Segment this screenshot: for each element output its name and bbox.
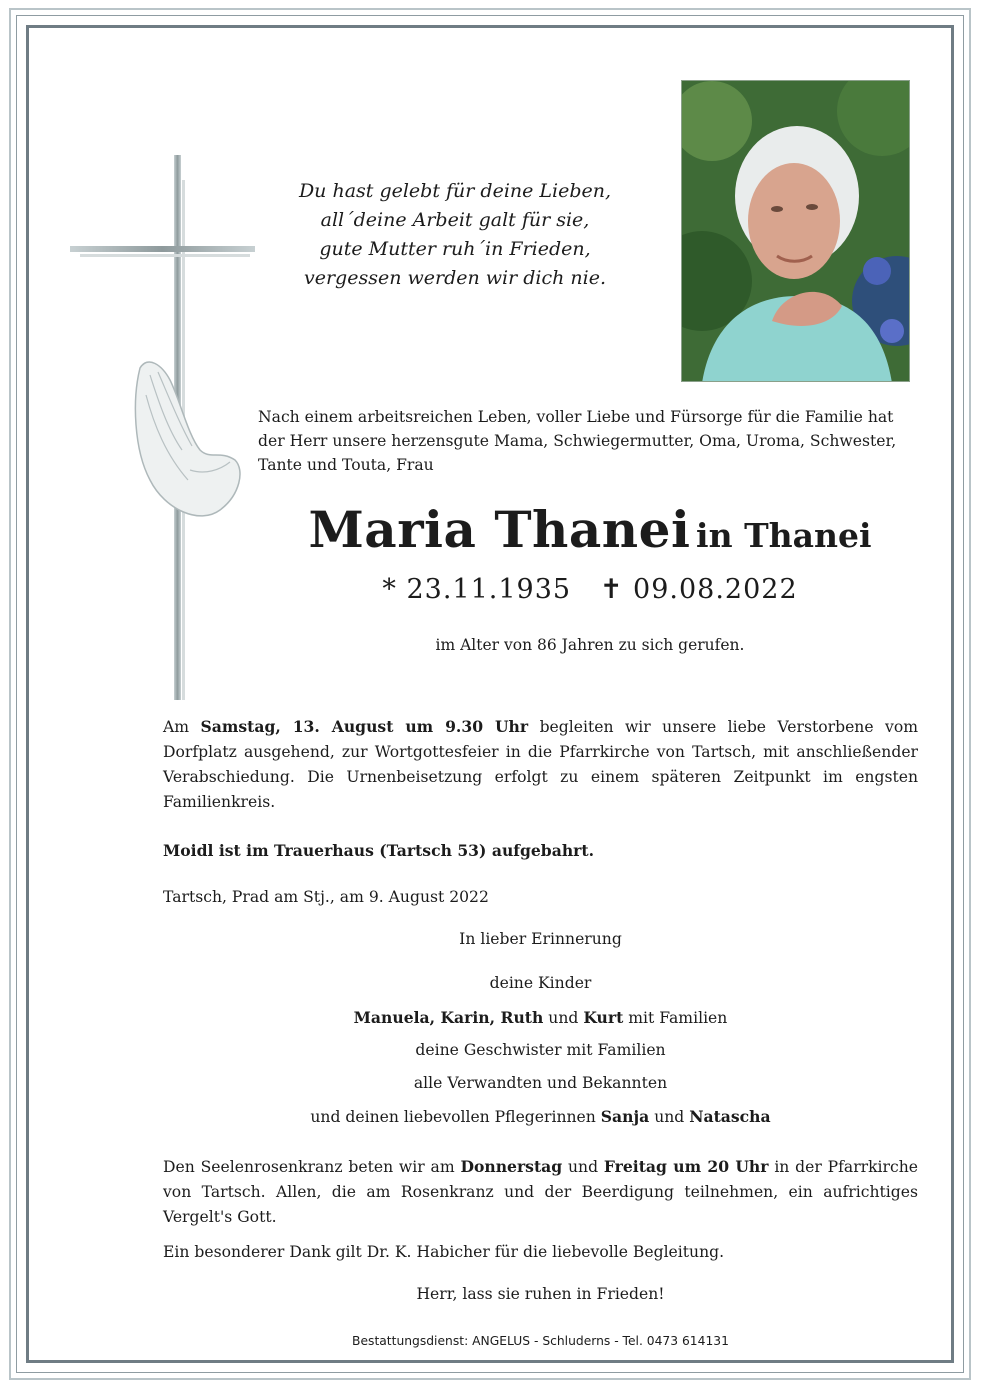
place-date: Tartsch, Prad am Stj., am 9. August 2022 [163,888,489,906]
funeral-service-footer: Bestattungsdienst: ANGELUS - Schluderns - Tel. 0473 614131 [352,1334,729,1348]
birth-symbol: * [382,574,397,605]
poem-line: gute Mutter ruh´in Frieden, [319,238,591,260]
rosary-day: Freitag um 20 Uhr [603,1157,769,1176]
siblings-line: deine Geschwister mit Familien [415,1041,666,1059]
children-name: Kurt [583,1008,624,1027]
death-date: 09.08.2022 [633,574,798,605]
carers-line [163,1107,918,1126]
poem-line: all´deine Arbeit galt für sie, [320,209,590,231]
deceased-full-name: Maria Thanei [308,500,691,559]
portrait-photo [681,80,910,382]
cross-praying-hands-icon [70,150,260,710]
connector: und [562,1158,604,1176]
birth-date: 23.11.1935 [406,574,572,605]
connector: mit Familien [623,1009,728,1027]
intro-text: Nach einem arbeitsreichen Leben, voller Liebe und Fürsorge für die Familie hat der Herr unsere herzensgute Mama, Schwiegermutter, Oma, Uroma, Schwester, Tante und Touta, Frau [258,408,897,474]
carer-name: Natascha [689,1107,771,1126]
relatives-line: alle Verwandten und Bekannten [413,1074,668,1092]
age-text: im Alter von 86 Jahren zu sich gerufen. [435,636,745,654]
poem-line: vergessen werden wir dich nie. [304,267,606,289]
children-name: Manuela, Karin, Ruth [353,1008,544,1027]
thanks-line: Ein besonderer Dank gilt Dr. K. Habicher für die liebevolle Begleitung. [163,1243,725,1261]
children-label: deine Kinder [489,974,592,992]
funeral-text: begleiten wir unsere liebe Verstorbene vom Dorfplatz ausgehend, zur Wortgottesfeier in die Pfarrkirche von Tartsch, mit anschließender Verabschiedung. Die Urnenbeisetzung erfolgt zu einem späteren Zeitpunkt im engsten Familienkreis. [163,718,919,811]
funeral-date: Samstag, 13. August um 9.30 Uhr [200,717,529,736]
connector: und [543,1009,584,1027]
poem-line: Du hast gelebt für deine Lieben, [298,180,612,202]
life-dates [250,574,930,605]
connector: und [649,1108,690,1126]
poem [270,177,640,293]
laid-out-notice: Moidl ist im Trauerhaus (Tartsch 53) aufgebahrt. [163,841,595,860]
rosary-day: Donnerstag [460,1157,563,1176]
rosary-paragraph [163,1154,918,1230]
rosary-text: Den Seelenrosenkranz beten wir am [163,1158,461,1176]
rosary-text: in der Pfarrkirche von Tartsch. Allen, die am Rosenkranz und der Beerdigung teilnehmen, ein aufrichtiges Vergelt's Gott. [163,1158,919,1226]
connector: und deinen liebevollen Pflegerinnen [310,1108,601,1126]
children-names [163,1008,918,1027]
deceased-name [250,500,930,559]
funeral-text: Am [163,718,201,736]
death-cross-icon: ✝ [599,574,624,605]
closing-line: Herr, lass sie ruhen in Frieden! [416,1285,665,1303]
memory-line: In lieber Erinnerung [459,930,622,948]
carer-name: Sanja [600,1107,650,1126]
funeral-paragraph [163,714,918,815]
deceased-married-name: in Thanei [696,516,872,555]
